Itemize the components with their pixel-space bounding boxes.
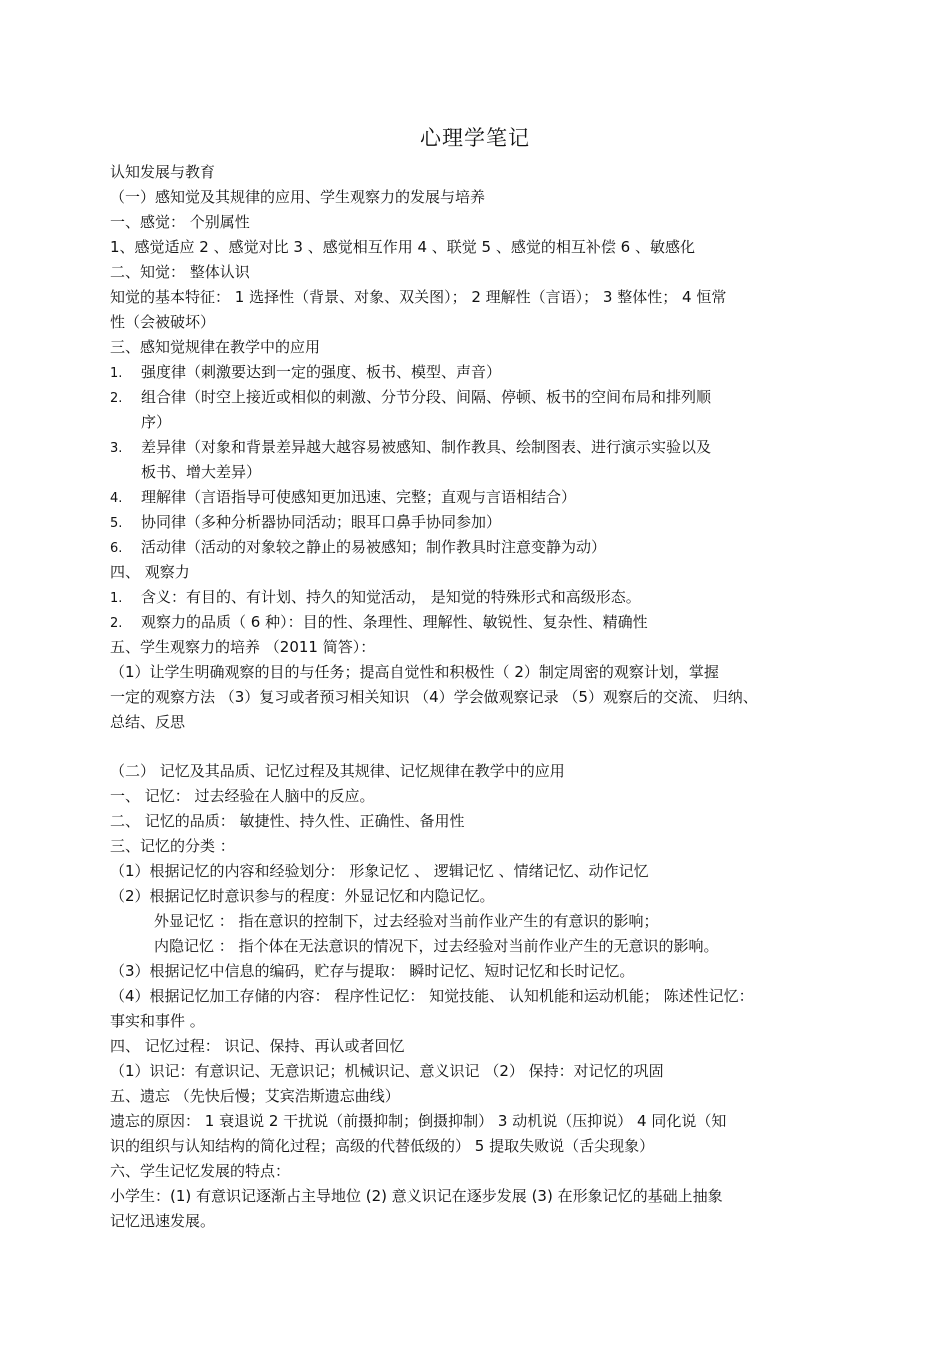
list-text: 理解律（言语指导可使感知更加迅速、完整；直观与言语相结合） xyxy=(141,488,577,506)
list-text: 活动律（活动的对象较之静止的易被感知；制作教具时注意变静为动） xyxy=(141,538,607,556)
text-line: 四、 记忆过程： 识记、保持、再认或者回忆 xyxy=(110,1037,405,1055)
text-line: （2）根据记忆时意识参与的程度：外显记忆和内隐记忆。 xyxy=(110,887,495,905)
text-line: （1）识记：有意识记、无意识记；机械识记、意义识记 （2） 保持：对记忆的巩固 xyxy=(110,1062,664,1080)
list-text: 协同律（多种分析器协同活动；眼耳口鼻手协同参加） xyxy=(141,513,502,531)
text-line: 总结、反思 xyxy=(110,713,186,731)
section-heading: （二） 记忆及其品质、记忆过程及其规律、记忆规律在教学中的应用 xyxy=(110,762,565,780)
list-text: 含义：有目的、有计划、持久的知觉活动， 是知觉的特殊形式和高级形态。 xyxy=(141,588,641,606)
text-line: 性（会被破坏） xyxy=(110,313,216,331)
text-line: 五、遗忘 （先快后慢；艾宾浩斯遗忘曲线） xyxy=(110,1087,400,1105)
text-line: 三、记忆的分类 ： xyxy=(110,837,235,855)
list-text: 强度律（刺激要达到一定的强度、板书、模型、声音） xyxy=(141,363,502,381)
list-number: 6. xyxy=(110,541,123,556)
text-line: 二、知觉： 整体认识 xyxy=(110,263,250,281)
text-line: 事实和事件 。 xyxy=(110,1012,205,1030)
text-line: 记忆迅速发展。 xyxy=(110,1212,216,1230)
text-line: （3）根据记忆中信息的编码，贮存与提取： 瞬时记忆、短时记忆和长时记忆。 xyxy=(110,962,635,980)
list-text: 序） xyxy=(141,413,172,431)
list-number: 4. xyxy=(110,491,123,506)
text-line: 一、感觉： 个别属性 xyxy=(110,213,250,231)
text-line: 六、学生记忆发展的特点： xyxy=(110,1162,291,1180)
text-line: （4）根据记忆加工存储的内容： 程序性记忆： 知觉技能、 认知机能和运动机能； 陈述性记忆： xyxy=(110,987,754,1005)
text-line: 知觉的基本特征： 1 选择性（背景、对象、双关图）； 2 理解性（言语）； 3 整体性； 4 恒常 xyxy=(110,288,727,306)
document-title: 心理学笔记 xyxy=(420,126,530,150)
list-number: 1. xyxy=(110,366,123,381)
text-line: （1）让学生明确观察的目的与任务；提高自觉性和积极性（ 2）制定周密的观察计划，掌握 xyxy=(110,663,719,681)
list-text: 差异律（对象和背景差异越大越容易被感知、制作教具、绘制图表、进行演示实验以及 xyxy=(141,438,712,456)
list-number: 5. xyxy=(110,516,123,531)
text-line: 五、学生观察力的培养 （2011 简答）： xyxy=(110,638,376,656)
indented-line: 外显记忆 ： 指在意识的控制下，过去经验对当前作业产生的有意识的影响； xyxy=(154,912,659,930)
indented-line: 内隐记忆 ： 指个体在无法意识的情况下，过去经验对当前作业产生的无意识的影响。 xyxy=(154,937,719,955)
list-number: 3. xyxy=(110,441,123,456)
text-line: （1）根据记忆的内容和经验划分： 形象记忆 、 逻辑记忆 、情绪记忆、动作记忆 xyxy=(110,862,649,880)
text-line: 一定的观察方法 （3）复习或者预习相关知识 （4）学会做观察记录 （5）观察后的交流、 归纳、 xyxy=(110,688,758,706)
list-number: 1. xyxy=(110,591,123,606)
list-text: 观察力的品质（ 6 种）：目的性、条理性、理解性、敏锐性、复杂性、精确性 xyxy=(141,613,648,631)
list-number: 2. xyxy=(110,616,123,631)
list-number: 2. xyxy=(110,391,123,406)
text-line: 认知发展与教育 xyxy=(110,163,216,181)
text-line: 一、 记忆： 过去经验在人脑中的反应。 xyxy=(110,787,375,805)
text-line: 二、 记忆的品质： 敏捷性、持久性、正确性、备用性 xyxy=(110,812,465,830)
section-heading: 四、 观察力 xyxy=(110,563,190,581)
text-line: 识的组织与认知结构的简化过程；高级的代替低级的） 5 提取失败说（舌尖现象） xyxy=(110,1137,655,1155)
text-line: 小学生：(1) 有意识记逐渐占主导地位 (2) 意义识记在逐步发展 (3) 在形象记忆的基础上抽象 xyxy=(110,1187,723,1205)
list-text: 板书、增大差异） xyxy=(141,463,262,481)
text-line: （一）感知觉及其规律的应用、学生观察力的发展与培养 xyxy=(110,188,486,206)
text-line: 遗忘的原因： 1 衰退说 2 干扰说（前摄抑制；倒摄抑制） 3 动机说（压抑说） 4 同化说（知 xyxy=(110,1112,727,1130)
text-line: 三、感知觉规律在教学中的应用 xyxy=(110,338,321,356)
list-text: 组合律（时空上接近或相似的刺激、分节分段、间隔、停顿、板书的空间布局和排列顺 xyxy=(141,388,712,406)
text-line: 1、感觉适应 2 、感觉对比 3 、感觉相互作用 4 、联觉 5 、感觉的相互补偿 6 、敏感化 xyxy=(110,238,695,256)
